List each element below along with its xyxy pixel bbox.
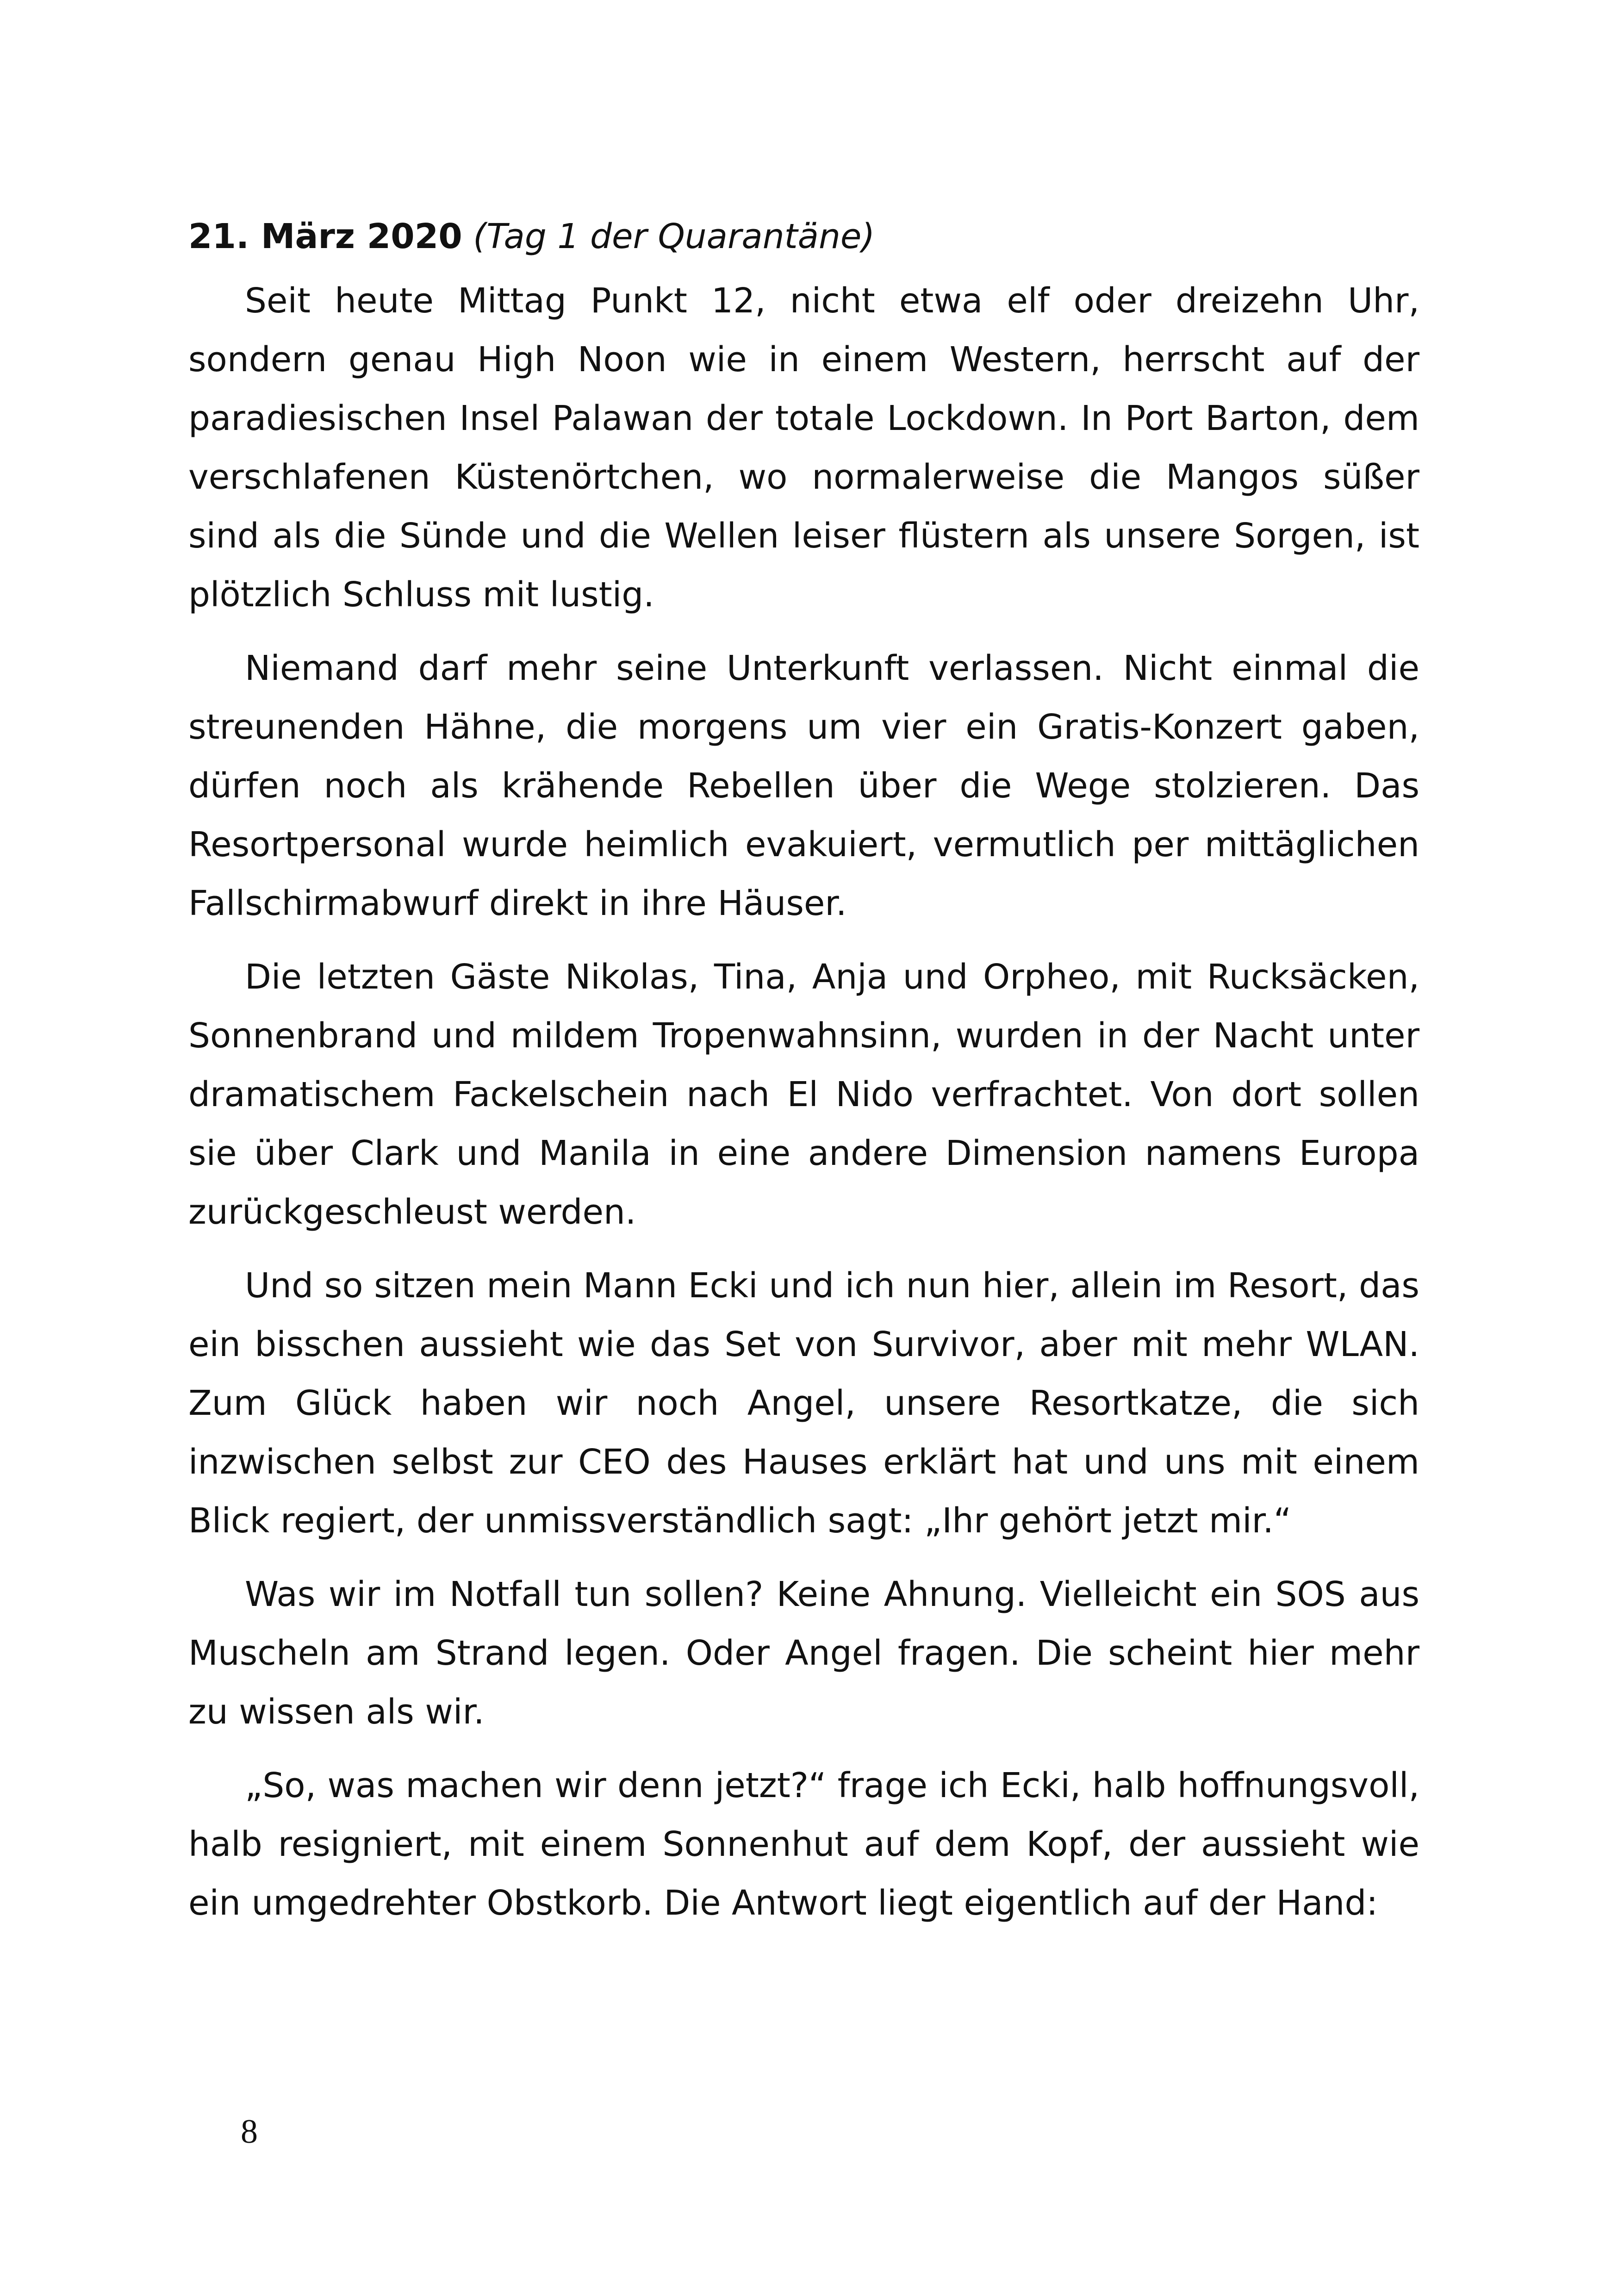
paragraph-2: Niemand darf mehr seine Unterkunft verlassen. Nicht einmal die streunenden Hähne, die morgens um vier ein Gratis-Konzert gaben, dürfen noch als krähende Rebellen über die Wege stolzieren. Das Resortpersonal wurde heimlich evakuiert, vermutlich per mittäglichen Fallschirmabwurf direkt in ihre Häuser. bbox=[188, 648, 1419, 923]
entry-date: 21. März 2020 bbox=[188, 217, 462, 256]
page-number: 8 bbox=[241, 2113, 258, 2151]
entry-note: (Tag 1 der Quarantäne) bbox=[473, 217, 875, 256]
paragraph-1: Seit heute Mittag Punkt 12, nicht etwa elf oder dreizehn Uhr, sondern genau High Noon wie in einem Western, herrscht auf der paradiesischen Insel Palawan der totale Lockdown. In Port Barton, dem verschlafenen Küstenörtchen, wo normalerweise die Mangos süßer sind als die Sünde und die Wellen leiser flüstern als unsere Sorgen, ist plötzlich Schluss mit lustig. bbox=[188, 281, 1419, 615]
entry-heading bbox=[188, 207, 1419, 266]
paragraph-5: Was wir im Notfall tun sollen? Keine Ahnung. Vielleicht ein SOS aus Muscheln am Strand legen. Oder Angel fragen. Die scheint hier mehr zu wissen als wir. bbox=[188, 1574, 1419, 1732]
paragraph-4: Und so sitzen mein Mann Ecki und ich nun hier, allein im Resort, das ein bisschen aussieht wie das Set von Survivor, aber mit mehr WLAN. Zum Glück haben wir noch Angel, unsere Resortkatze, die sich inzwischen selbst zur CEO des Hauses erklärt hat und uns mit einem Blick regiert, der unmissverständlich sagt: „Ihr gehört jetzt mir.“ bbox=[188, 1266, 1419, 1541]
paragraph-3: Die letzten Gäste Nikolas, Tina, Anja und Orpheo, mit Rucksäcken, Sonnenbrand und mildem Tropenwahnsinn, wurden in der Nacht unter dramatischem Fackelschein nach El Nido verfrachtet. Von dort sollen sie über Clark und Manila in eine andere Dimension namens Europa zurückgeschleust werden. bbox=[188, 957, 1419, 1232]
body-text bbox=[188, 207, 1419, 1948]
paragraph-6: „So, was machen wir denn jetzt?“ frage ich Ecki, halb hoffnungsvoll, halb resigniert, mit einem Sonnenhut auf dem Kopf, der aussieht wie ein umgedrehter Obstkorb. Die Antwort liegt eigentlich auf der Hand: bbox=[188, 1766, 1419, 1923]
